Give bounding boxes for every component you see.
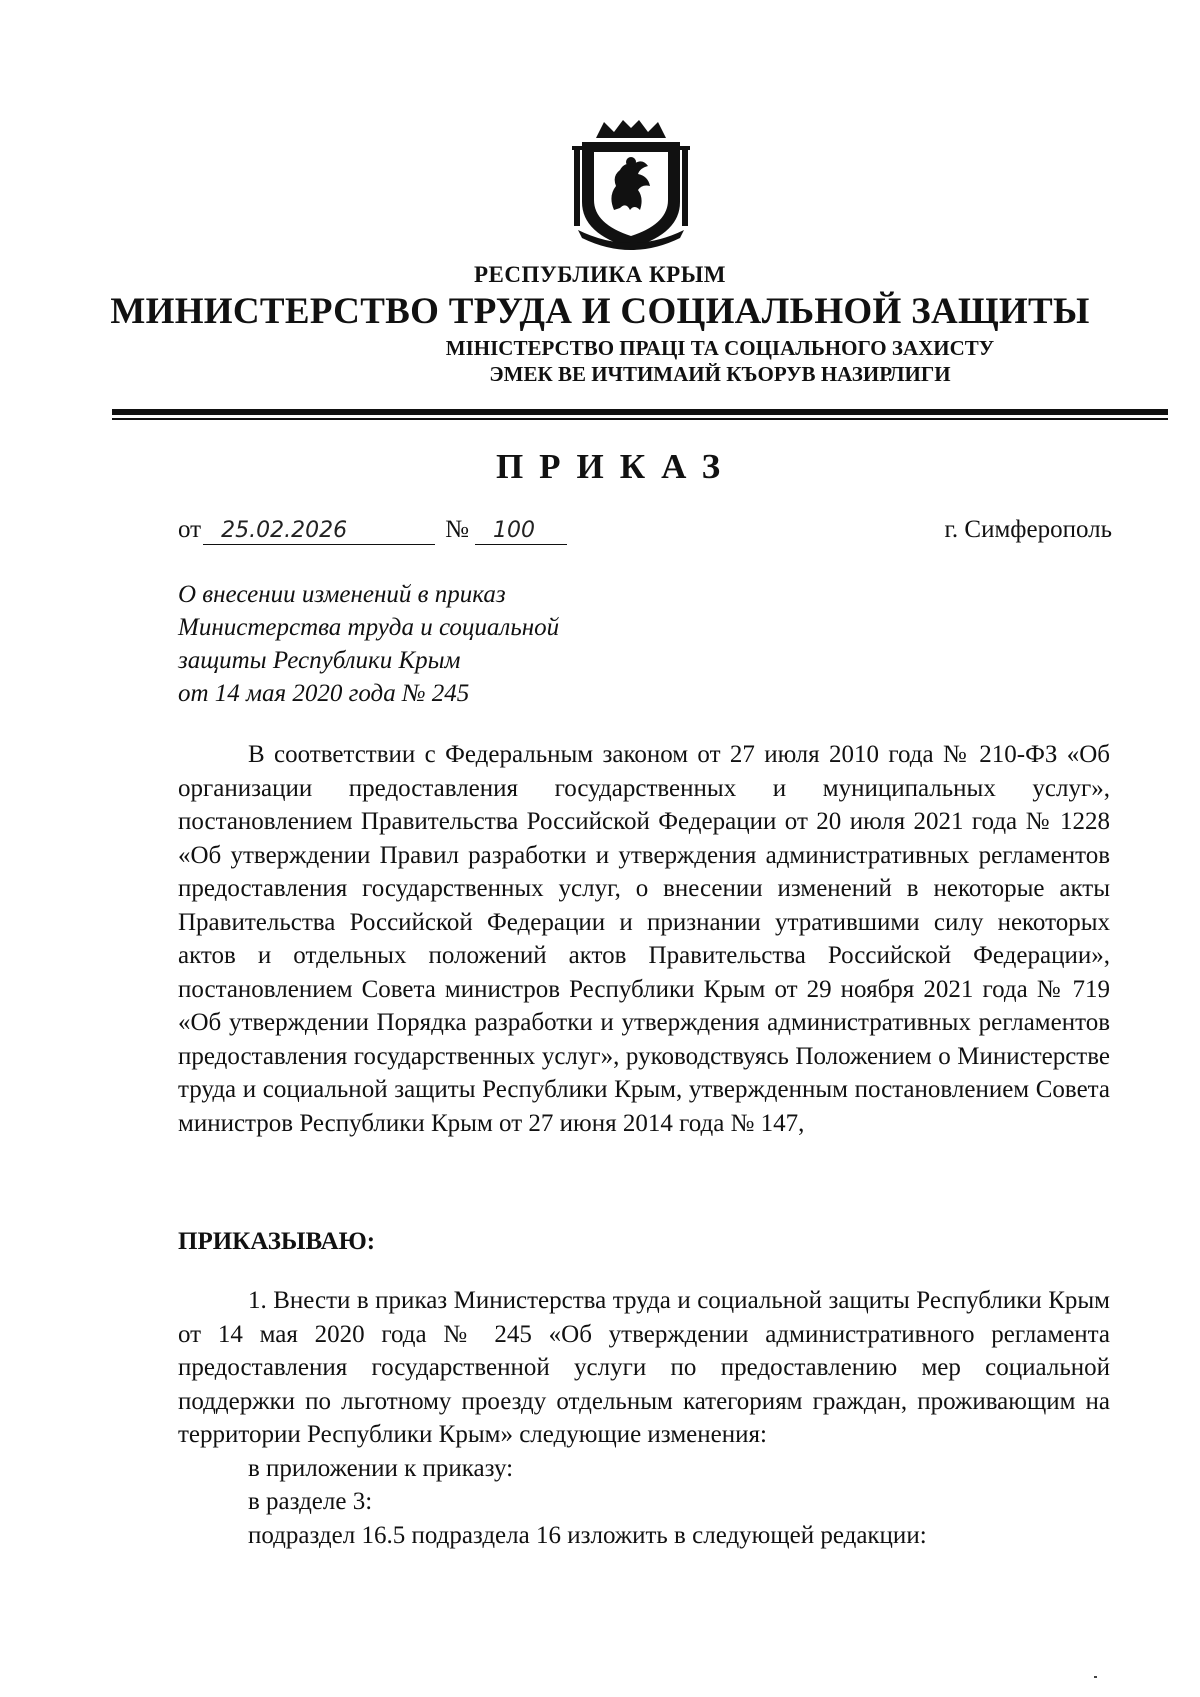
ministry-title-crimean-tatar: ЭМЕК ВЕ ИЧТИМАИЙ КЪОРУВ НАЗИРЛИГИ [489, 362, 951, 386]
order-date-number-row [178, 516, 567, 545]
document-type-title: ПРИКАЗ [495, 447, 737, 486]
header-divider-thick [112, 409, 1168, 415]
preamble-block [178, 738, 1110, 1140]
city-label: г. Симферополь [944, 516, 1112, 543]
sub-line: в приложении к приказу: [248, 1454, 514, 1482]
sub-line: в разделе 3: [248, 1488, 373, 1515]
handwritten-number: 100 [492, 518, 535, 543]
republic-title: РЕСПУБЛИКА КРЫМ [474, 262, 726, 287]
sub-line: подраздел 16.5 подраздела 16 изложить в следующей редакции: [248, 1521, 927, 1549]
order-keyword: ПРИКАЗЫВАЮ: [178, 1228, 376, 1255]
scan-speck [1094, 1676, 1097, 1678]
subject-line: от 14 мая 2020 года № 245 [178, 680, 470, 707]
order-item-1 [178, 1284, 1110, 1552]
subject-line: защиты Республики Крым [178, 647, 461, 674]
ministry-title: МИНИСТЕРСТВО ТРУДА И СОЦИАЛЬНОЙ ЗАЩИТЫ [110, 291, 1090, 332]
preamble-paragraph: В соответствии с Федеральным законом от 27 июля 2010 года № 210-ФЗ «Об организации предоставления государственных и муниципальных услуг», постановлением Правительства Российской Федерации от 20 июля 2021 года № 1228 «Об утверждении Правил разработки и утверждения административных регламентов предоставления государственных услуг, о внесении изменений в некоторые акты Правительства Российской Федерации и признании утратившими силу некоторых актов и отдельных положений актов Правительства Российской Федерации», постановлением Совета министров Республики Крым от 29 ноября 2021 года № 719 «Об утверждении Порядка разработки и утверждения административных регламентов предоставления государственных услуг», руководствуясь Положением о Министерстве труда и социальной защиты Республики Крым, утвержденным постановлением Совета министров Республики Крым от 27 июня 2014 года № 147, [178, 741, 1110, 1137]
date-field [203, 516, 435, 545]
number-label: № [445, 516, 469, 543]
header-divider-thin [112, 418, 1168, 420]
date-prefix: от [178, 516, 202, 543]
subject-line: О внесении изменений в приказ [178, 581, 506, 608]
item-1-paragraph: 1. Внести в приказ Министерства труда и социальной защиты Республики Крым от 14 мая 2020 года № 245 «Об утверждении административного регламента предоставления государственной услуги по предоставлению мер социальной поддержки по льготному проезду отдельным категориям граждан, проживающим на территории Республики Крым» следующие изменения: [178, 1287, 1110, 1448]
ministry-title-ukrainian: МІНІСТЕРСТВО ПРАЦІ ТА СОЦІАЛЬНОГО ЗАХИСТУ [445, 336, 995, 360]
order-subject [178, 578, 559, 710]
number-field [475, 516, 567, 545]
subject-line: Министерства труда и социальной [178, 614, 560, 641]
coat-of-arms-emblem [568, 118, 694, 250]
handwritten-date: 25.02.2026 [221, 518, 348, 543]
